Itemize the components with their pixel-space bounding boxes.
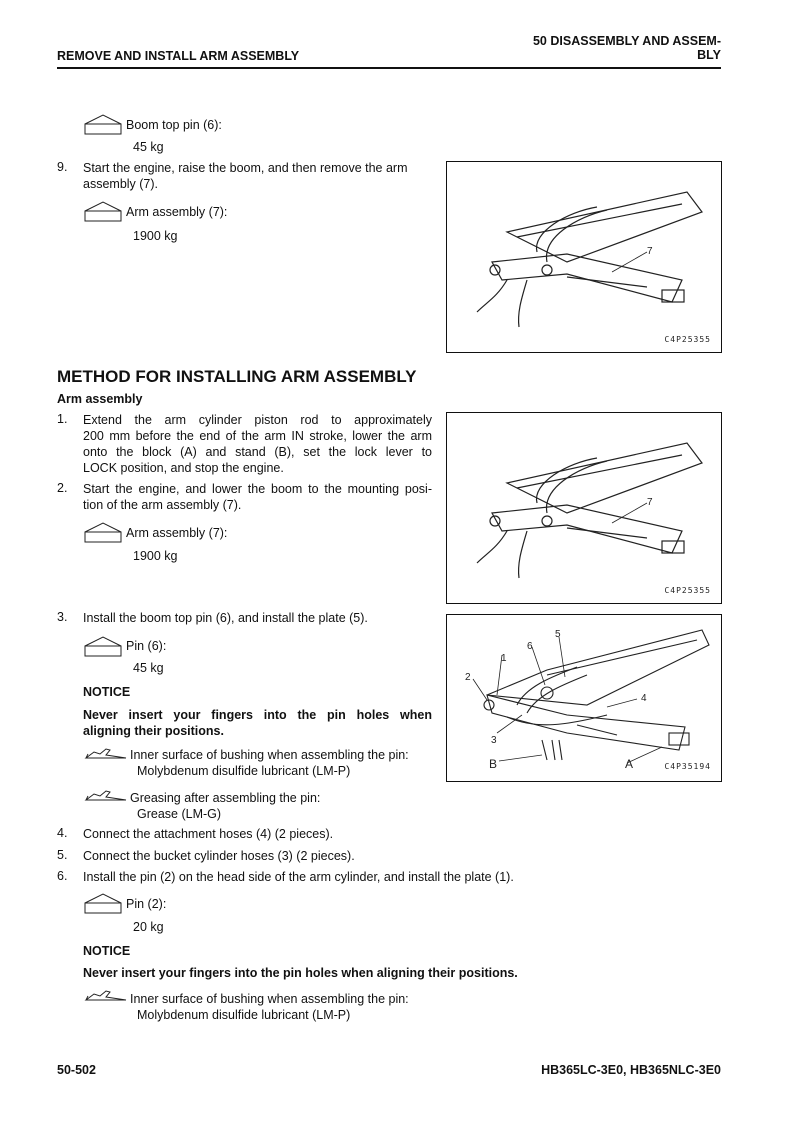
step-number: 2. bbox=[57, 481, 68, 495]
step-line: Start the engine, raise the boom, and then remove the arm bbox=[83, 161, 408, 175]
figure-arm-removal bbox=[446, 161, 722, 353]
lubricant-line: Molybdenum disulfide lubricant (LM-P) bbox=[137, 764, 351, 778]
pin-weight: 45 kg bbox=[133, 661, 164, 675]
step-number: 4. bbox=[57, 826, 68, 840]
grease-icon bbox=[84, 788, 128, 804]
arm-assembly-illustration bbox=[447, 162, 721, 352]
figure-arm-lowering bbox=[446, 412, 722, 604]
grease-line: Grease (LM-G) bbox=[137, 807, 222, 821]
notice-text bbox=[83, 707, 432, 739]
lubricant-icon bbox=[84, 988, 128, 1004]
lubricant-note bbox=[130, 991, 409, 1023]
callout-b: B bbox=[489, 757, 498, 771]
grease-note bbox=[130, 790, 320, 822]
step-text: Install the pin (2) on the head side of the arm cylinder, and install the plate (1). bbox=[83, 870, 514, 884]
notice-heading: NOTICE bbox=[83, 944, 131, 958]
notice-text: Never insert your fingers into the pin holes when aligning their positions. bbox=[83, 966, 518, 980]
callout-1: 1 bbox=[501, 653, 507, 664]
pin-label: Pin (6): bbox=[126, 639, 167, 653]
pin-installation-illustration bbox=[447, 615, 721, 781]
step-line: Start the engine, and lower the boom to the mounting posi- bbox=[83, 482, 432, 496]
callout-5: 5 bbox=[555, 629, 561, 640]
step-line: LOCK position, and stop the engine. bbox=[83, 461, 284, 475]
figure-code: C4P35194 bbox=[664, 762, 711, 771]
weight-icon bbox=[84, 892, 122, 914]
figure-code: C4P25355 bbox=[664, 335, 711, 344]
pin-weight: 20 kg bbox=[133, 920, 164, 934]
step-text: Connect the attachment hoses (4) (2 pieces). bbox=[83, 827, 334, 841]
callout-7: 7 bbox=[647, 497, 653, 508]
step-text bbox=[83, 412, 432, 476]
lubricant-line: Molybdenum disulfide lubricant (LM-P) bbox=[137, 1008, 351, 1022]
header-rule bbox=[57, 67, 721, 69]
boom-pin-weight: 45 kg bbox=[133, 140, 164, 154]
callout-4: 4 bbox=[641, 693, 647, 704]
step-line: Extend the arm cylinder piston rod to approximately bbox=[83, 413, 432, 427]
step-number: 5. bbox=[57, 848, 68, 862]
callout-7: 7 bbox=[647, 246, 653, 257]
boom-pin-label: Boom top pin (6): bbox=[126, 118, 222, 132]
arm-assembly-weight: 1900 kg bbox=[133, 229, 178, 243]
header-chapter-line2: BLY bbox=[697, 48, 721, 62]
figure-code: C4P25355 bbox=[664, 586, 711, 595]
section-title: METHOD FOR INSTALLING ARM ASSEMBLY bbox=[57, 367, 417, 386]
pin-label: Pin (2): bbox=[126, 897, 167, 911]
step-line: onto the block (A) and stand (B), set the lock lever to bbox=[83, 445, 432, 459]
weight-icon bbox=[84, 635, 122, 657]
step-number: 6. bbox=[57, 869, 68, 883]
step-text: Install the boom top pin (6), and install the plate (5). bbox=[83, 611, 368, 625]
model-number: HB365LC-3E0, HB365NLC-3E0 bbox=[541, 1063, 721, 1077]
step-line: tion of the arm assembly (7). bbox=[83, 498, 242, 512]
lubricant-note bbox=[130, 747, 409, 779]
step-text bbox=[83, 481, 432, 513]
step-number: 1. bbox=[57, 412, 68, 426]
callout-6: 6 bbox=[527, 641, 533, 652]
arm-assembly-label: Arm assembly (7): bbox=[126, 526, 228, 540]
callout-a: A bbox=[625, 757, 634, 771]
step-text: Connect the bucket cylinder hoses (3) (2 pieces). bbox=[83, 849, 355, 863]
lubricant-line: Inner surface of bushing when assembling the pin: bbox=[130, 992, 409, 1006]
step-text bbox=[83, 160, 408, 192]
step-line: assembly (7). bbox=[83, 177, 159, 191]
header-chapter bbox=[533, 34, 721, 62]
callout-2: 2 bbox=[465, 672, 471, 683]
header-chapter-line1: 50 DISASSEMBLY AND ASSEM- bbox=[532, 34, 721, 48]
lubricant-icon bbox=[84, 746, 128, 762]
notice-line: aligning their positions. bbox=[83, 724, 224, 738]
page-number: 50-502 bbox=[57, 1063, 96, 1077]
header-title: REMOVE AND INSTALL ARM ASSEMBLY bbox=[57, 49, 300, 63]
arm-assembly-weight: 1900 kg bbox=[133, 549, 178, 563]
grease-line: Greasing after assembling the pin: bbox=[130, 791, 321, 805]
notice-heading: NOTICE bbox=[83, 685, 131, 699]
lubricant-line: Inner surface of bushing when assembling the pin: bbox=[130, 748, 409, 762]
figure-pin-installation bbox=[446, 614, 722, 782]
weight-icon bbox=[84, 521, 122, 543]
notice-line: Never insert your fingers into the pin holes when bbox=[83, 708, 432, 722]
arm-assembly-illustration bbox=[447, 413, 721, 603]
step-number: 3. bbox=[57, 610, 68, 624]
weight-icon bbox=[84, 200, 122, 222]
arm-assembly-label: Arm assembly (7): bbox=[126, 205, 228, 219]
step-number: 9. bbox=[57, 160, 68, 174]
weight-icon bbox=[84, 113, 122, 135]
section-subtitle: Arm assembly bbox=[57, 392, 143, 406]
callout-3: 3 bbox=[491, 735, 497, 746]
step-line: 200 mm before the end of the arm IN stroke, lower the arm bbox=[83, 429, 432, 443]
